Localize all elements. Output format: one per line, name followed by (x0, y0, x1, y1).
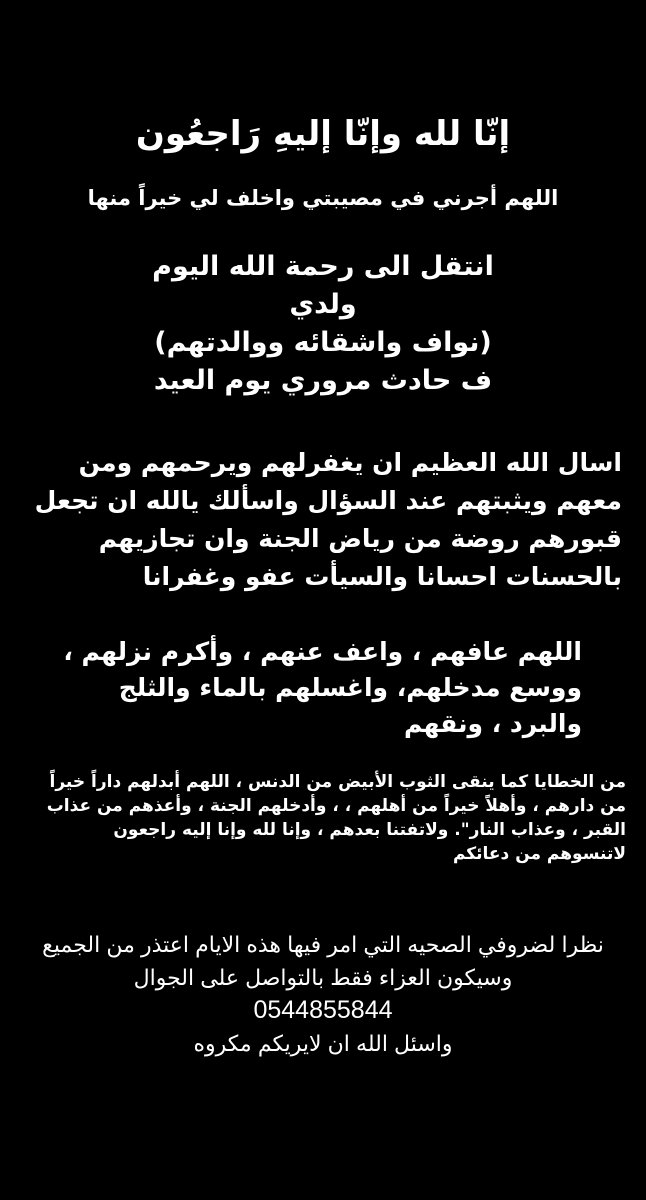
forgiveness-closing: لاتنسوهم من دعائكم (452, 844, 626, 864)
dua-text: اللهم أجرني في مصيبتي واخلف لي خيراً منها (87, 186, 559, 210)
prayer-paragraph-2: اللهم عافهم ، واعف عنهم ، وأكرم نزلهم ، ووسع مدخلهم، واغسلهم بالماء والثلج والبرد ، ونقهم (63, 637, 582, 738)
page-title: إنّا لله وإنّا إليهِ رَاجعُون (135, 114, 511, 154)
prayer-paragraph: اسال الله العظيم ان يغفرلهم ويرحمهم ومن معهم ويثبتهم عند السؤال واسألك يالله ان تجعل قبورهم روضة من رياض الجنة وان تجازيهم بالحسنات احسانا والسيأت عفو وغفرانا (34, 448, 622, 591)
phone-number[interactable]: 0544855844 (253, 996, 393, 1024)
forgiveness-text: من الخطايا كما ينقى الثوب الأبيض من الدنس ، اللهم أبدلهم داراً خيراً من دارهم ، وأهلاً خيراً من أهلهم ، ، وأدخلهم الجنة ، وأعذهم من عذاب القبر ، وعذاب النار". ولاتفتنا بعدهم ، وإنا لله وإنا إليه راجعون (46, 772, 626, 840)
announcement-line-1: انتقل الى رحمة الله اليوم (152, 251, 494, 282)
condolence-notice-info (24, 928, 622, 1060)
notice-line-1: نظرا لضروفي الصحيه التي امر فيها هذه الايام اعتذر من الجميع (42, 932, 604, 957)
announcement-line-3: (نواف واشقائه ووالدتهم) (154, 327, 492, 358)
announcement-line-4: ف حادث مروري يوم العيد (153, 365, 493, 396)
notice-line-3: واسئل الله ان لايريكم مكروه (193, 1031, 453, 1056)
notice-line-2: وسيكون العزاء فقط بالتواصل على الجوال (133, 965, 513, 990)
death-announcement (20, 248, 626, 400)
forgiveness-paragraph (20, 770, 626, 866)
announcement-line-2: ولدي (289, 289, 357, 320)
